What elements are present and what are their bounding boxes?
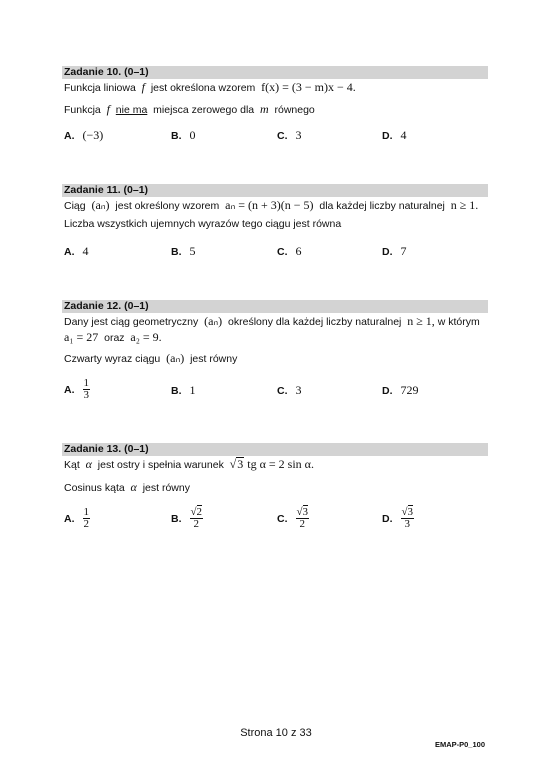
answer-b[interactable]: B. $\frac{√2}{2}$: [171, 506, 203, 530]
task-13: [62, 443, 488, 530]
task-11-question: Liczba wszystkich ujemnych wyrazów tego ciągu jest równa: [64, 218, 342, 230]
answer-a[interactable]: A. $\frac{1}{3}$: [64, 377, 89, 401]
task-11: [62, 184, 488, 258]
task-13-statement: Kąt α jest ostry i spełnia warunek √ 3 tg α = 2 sin α.: [64, 457, 314, 471]
fraction: $\frac{1}{3}$: [83, 377, 89, 401]
sqrt-icon: √ 3: [229, 457, 244, 471]
fraction: $\frac{√2}{2}$: [190, 506, 203, 530]
task-11-statement: Ciąg (aₙ) jest określony wzorem aₙ = (n + 3)(n − 5) dla każdej liczby naturalnej n ≥ 1.: [64, 198, 479, 212]
task-12-statement: Dany jest ciąg geometryczny (aₙ) określony dla każdej liczby naturalnej n ≥ 1, w którym: [64, 314, 480, 328]
page-number: Strona 10 z 33: [240, 727, 312, 739]
fraction: $\frac{√3}{2}$: [296, 506, 309, 530]
answer-b[interactable]: B. 0: [171, 128, 196, 142]
task-header: Zadanie 10. (0–1): [62, 66, 488, 79]
document-code: EMAP-P0_100: [434, 740, 485, 749]
task-13-question: Cosinus kąta α jest równy: [64, 480, 190, 494]
task-header: Zadanie 12. (0–1): [62, 300, 488, 313]
task-12: [62, 300, 488, 401]
answer-d[interactable]: D. $\frac{√3}{3}$: [382, 506, 414, 530]
answer-options: [64, 244, 488, 274]
task-header: Zadanie 11. (0–1): [62, 184, 488, 197]
answer-c[interactable]: C. 3: [277, 383, 302, 397]
formula: f(x) = (3 − m)x − 4.: [261, 80, 356, 94]
formula: √ 3 tg α = 2 sin α.: [229, 457, 314, 471]
answer-d[interactable]: D. 7: [382, 244, 407, 258]
answer-a[interactable]: A. $\frac{1}{2}$: [64, 506, 89, 530]
task-12-question: Czwarty wyraz ciągu (aₙ) jest równy: [64, 351, 238, 365]
task-10-statement: Funkcja liniowa f jest określona wzorem f(x) = (3 − m)x − 4.: [64, 80, 356, 94]
formula: aₙ = (n + 3)(n − 5): [225, 198, 314, 212]
answer-c[interactable]: C. 3: [277, 128, 302, 142]
answer-b[interactable]: B. 1: [171, 383, 196, 397]
answer-b[interactable]: B. 5: [171, 244, 196, 258]
fraction: $\frac{√3}{3}$: [401, 506, 414, 530]
answer-options: [64, 128, 488, 158]
task-12-statement-cont: a₁ = 27 oraz a₂ = 9.: [64, 330, 162, 344]
answer-c[interactable]: C. 6: [277, 244, 302, 258]
task-header: Zadanie 13. (0–1): [62, 443, 488, 456]
answer-a[interactable]: A. (−3): [64, 128, 104, 142]
answer-c[interactable]: C. $\frac{√3}{2}$: [277, 506, 309, 530]
answer-d[interactable]: D. 4: [382, 128, 407, 142]
answer-a[interactable]: A. 4: [64, 244, 89, 258]
answer-options: [64, 507, 488, 537]
answer-d[interactable]: D. 729: [382, 383, 419, 397]
fraction: $\frac{1}{2}$: [83, 506, 89, 530]
answer-options: [64, 378, 488, 408]
task-10: [62, 66, 488, 142]
task-10-question: Funkcja f nie ma miejsca zerowego dla m równego: [64, 102, 315, 116]
